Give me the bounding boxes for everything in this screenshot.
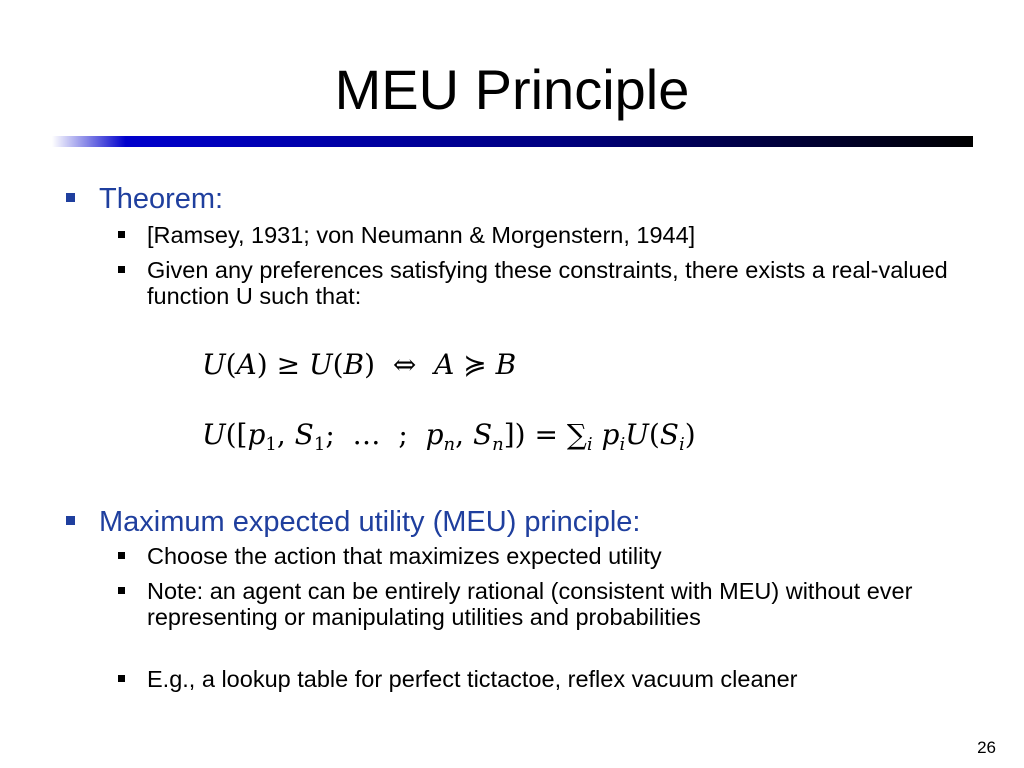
title-underline: [52, 136, 973, 147]
square-bullet-icon: [118, 675, 125, 682]
list-item-text: E.g., a lookup table for perfect tictactoe, reflex vacuum cleaner: [147, 666, 798, 692]
page-number: 26: [977, 738, 996, 757]
equation-lottery-utility: $U([p_1$, $S_1$; … ; $p_n$, $S_n]) = \sum_i$ $p_iU(S_i)$: [202, 418, 696, 455]
list-item: [118, 578, 918, 630]
list-item-text: Note: an agent can be entirely rational (consistent with MEU) without ever representing or manipulating utilities and probabilities: [147, 578, 913, 630]
square-bullet-icon: [66, 516, 75, 525]
slide-title: MEU Principle: [334, 58, 690, 121]
list-item-text: Given any preferences satisfying these constraints, there exists a real-valued function U such that:: [147, 257, 948, 309]
square-bullet-icon: [118, 266, 125, 273]
square-bullet-icon: [118, 552, 125, 559]
list-item: [118, 666, 978, 692]
equation-preference-utility: U(A) ≥ U(B) ⇔ A ≽ B: [202, 348, 517, 381]
list-item: [118, 543, 958, 569]
section-heading-meu: Maximum expected utility (MEU) principle:: [99, 506, 641, 538]
list-item: [118, 222, 958, 248]
bullet-theorem: [66, 182, 223, 216]
list-item: [118, 257, 948, 309]
list-item-text: [Ramsey, 1931; von Neumann & Morgenstern, 1944]: [147, 222, 696, 248]
square-bullet-icon: [66, 193, 75, 202]
section-heading-theorem: Theorem:: [99, 183, 224, 215]
bullet-meu-principle: [66, 505, 640, 539]
list-item-text: Choose the action that maximizes expected utility: [147, 543, 662, 569]
square-bullet-icon: [118, 587, 125, 594]
square-bullet-icon: [118, 231, 125, 238]
